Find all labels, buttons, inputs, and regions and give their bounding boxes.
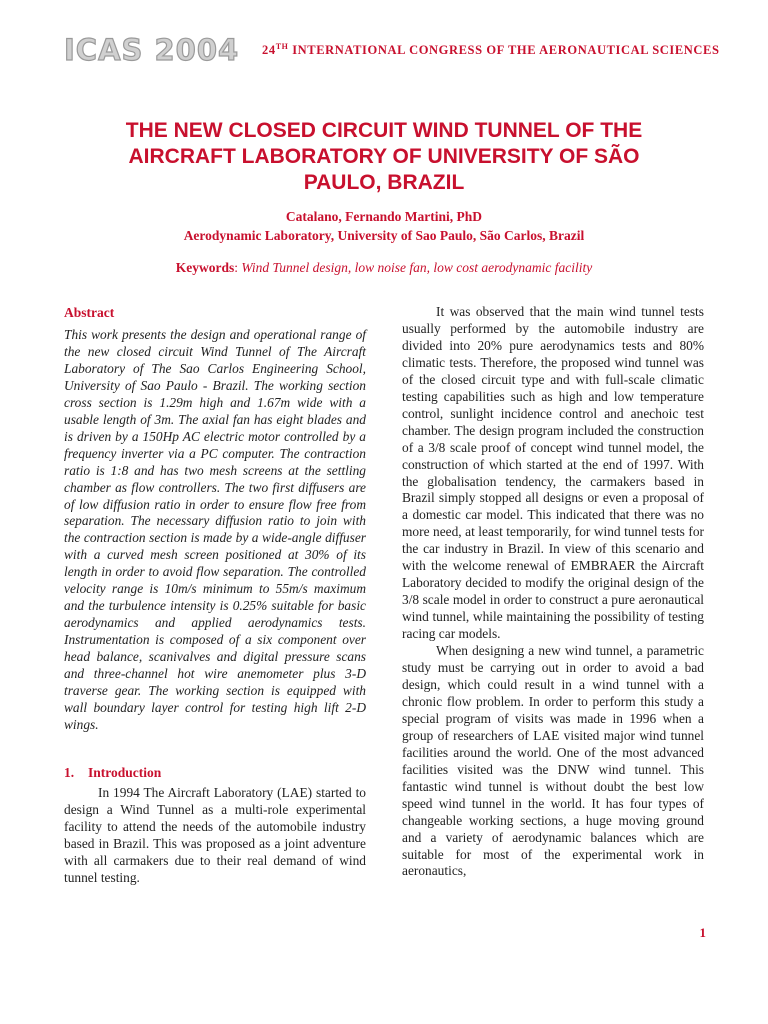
left-column bbox=[64, 304, 366, 887]
page-header bbox=[0, 0, 768, 80]
keywords-text: Wind Tunnel design, low noise fan, low cost aerodynamic facility bbox=[241, 260, 593, 275]
body-paragraph-2: When designing a new wind tunnel, a parametric study must be carrying out in order to avoid a bad design, which could result in a wind tunnel with a chronic flow problem. In order to perform this study a special program of visits was made in 1996 when a group of researchers of LAE visited major wind tunnel facilities around the world. One of the most advanced facilities visited was the DNW wind tunnel. This fantastic wind tunnel is without doubt the best low speed wind tunnel in the world. It has four types of changeable working sections, a huge moving ground and a variety of aerodynamic balances which are suitable for most of the experimental work in aeronautics, bbox=[402, 643, 704, 879]
introduction-paragraph: In 1994 The Aircraft Laboratory (LAE) started to design a Wind Tunnel as a multi-role experimental facility to attend the needs of the automobile industry based in Brazil. This was proposed as a joint adventure with all carmakers due to their real demand of wind tunnel testing. bbox=[64, 784, 366, 885]
paper-title: THE NEW CLOSED CIRCUIT WIND TUNNEL OF THE AIRCRAFT LABORATORY OF UNIVERSITY OF SÃO PAULO, BRAZIL bbox=[125, 119, 643, 194]
keywords: Keywords: Wind Tunnel design, low noise fan, low cost aerodynamic facility bbox=[175, 260, 593, 275]
icas-logo: ICAS 2004 bbox=[64, 33, 240, 67]
conference-name: 24TH INTERNATIONAL CONGRESS OF THE AERONAUTICAL SCIENCES bbox=[262, 42, 720, 58]
affiliation: Aerodynamic Laboratory, University of Sao Paulo, São Carlos, Brazil bbox=[183, 228, 585, 243]
body-paragraph-1: It was observed that the main wind tunnel tests usually performed by the automobile industry are divided into 20% pure aerodynamics tests and 80% climatic tests. Therefore, the proposed wind tunnel was of the closed circuit type and with full-scale climatic testing capabilities such as high and low temperature control, sunlight incidence control and anechoic test chamber. The design program included the construction of a 3/8 scale proof of concept wind tunnel model, the construction of which started at the end of 1997. With the globalisation tendency, the carmakers based in Brazil simply stopped all designs or even a proposal of a domestic car model. This indicated that there was no more need, at least temporarily, for wind tunnel tests for the car industry in Brazil. In view of this scenario and with the welcome renewal of EMBRAER the Aircraft Laboratory decided to modify the original design of the 3/8 scale model in order to construct a pure aeronautical wind tunnel, while maintaining the possibility of testing racing car models. bbox=[402, 304, 704, 642]
abstract-text: This work presents the design and operational range of the new closed circuit Wind Tunnel of The Aircraft Laboratory of The Sao Carlos Engineering School, University of Sao Paulo - Brazil. The working section cross section is 1.29m high and 1.67m wide with a usable length of 3m. The axial fan has eight blades and is driven by a 150Hp AC electric motor controlled by a frequency inverter via a PC computer. The contraction ratio is 1:8 and has two mesh screens at the settling chamber as flow controllers. The two first diffusers are of low diffusion ratio in order to ensure flow free from separation. The necessary diffusion ratio to join with the contraction section is made by a wide-angle diffuser with a curved mesh screen positioned at 30% of its length in order to avoid flow separation. The controlled velocity range is 10m/s minimum to 55m/s maximum and the turbulence intensity is 0.25% suitable for basic aerodynamics and applied aerodynamics tests. Instrumentation is composed of a six component over head balance, scanivalves and digital pressure scans and three-channel hot wire anemometer plus 3-D traverse gear. The working section is equipped with wall boundary layer control for testing high lift 2-D wings. bbox=[64, 327, 366, 732]
right-column bbox=[402, 304, 704, 880]
author: Catalano, Fernando Martini, PhD bbox=[285, 209, 483, 224]
page-number: 1 bbox=[699, 925, 706, 940]
keywords-label: Keywords bbox=[175, 260, 235, 275]
introduction-heading: 1. Introduction bbox=[64, 764, 162, 780]
abstract-heading: Abstract bbox=[64, 305, 115, 320]
